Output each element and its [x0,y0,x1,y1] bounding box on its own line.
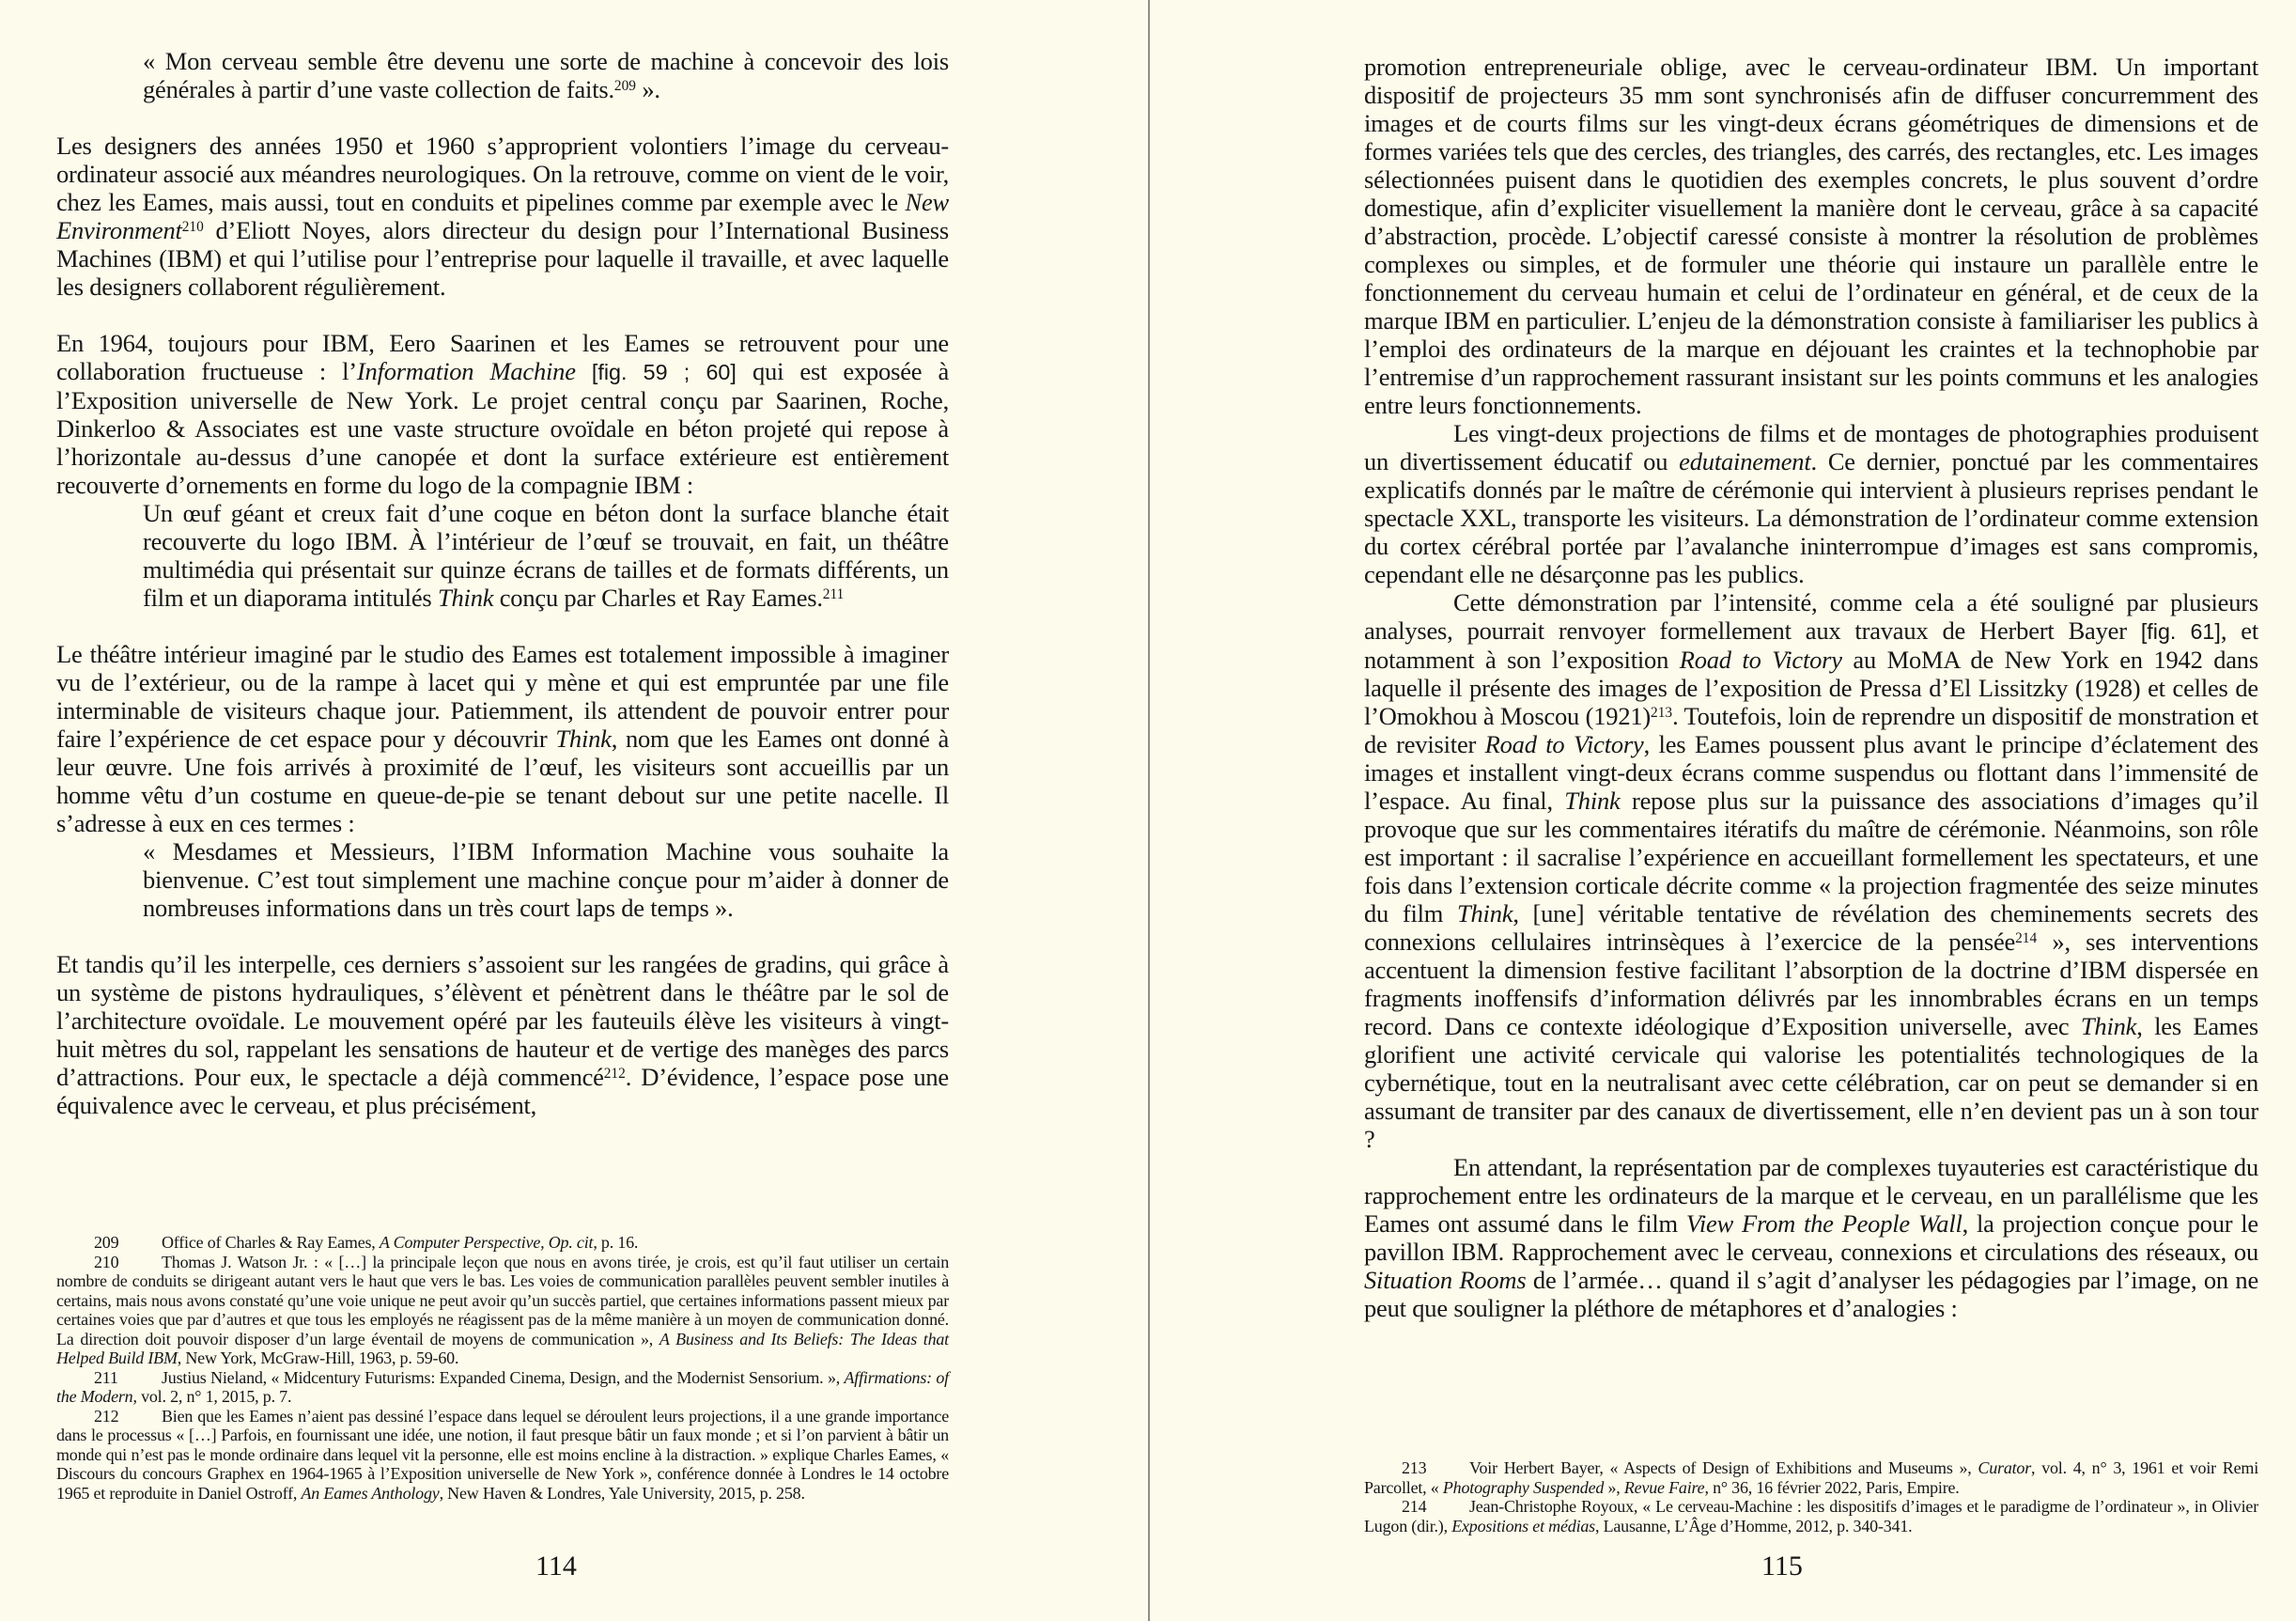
block-quote: Un œuf géant et creux fait d’une coque en béton dont la surface blanche était recouverte du logo IBM. À l’intérieur de l’œuf se trouvait, en fait, un théâtre multimédia qui présentait sur quinze écrans de tailles et de formats différents, un film et un diaporama intitulés Think conçu par Charles et Ray Eames.$^{211}$ [143,499,949,612]
body-paragraph: Et tandis qu’il les interpelle, ces derniers s’assoient sur les rangées de gradins, qui grâce à un système de pistons hydrauliques, s’élèvent et pénètrent dans le théâtre par le sol de l’architecture ovoïdale. Le mouvement opéré par les fauteuils élève les visiteurs à vingt-huit mètres du sol, rappelant les sensations de hauteur et de vertige des manèges des parcs d’attractions. Pour eux, le spectacle a déjà commencé$^{212}$. D’évidence, l’espace pose une équivalence avec le cerveau, et plus précisément, [56,950,949,1119]
page-number-left: 114 [535,1551,577,1582]
footnote-number: 214 [1402,1497,1427,1516]
footnote-reference: 211 [822,586,845,603]
body-paragraph: Cette démonstration par l’intensité, comme cela a été souligné par plusieurs analyses, pourrait renvoyer formellement aux travaux de Herbert Bayer [fig. 61], et notamment à son l’exposition Road to Victory au MoMA de New York en 1942 dans laquelle il présente des images de l’exposition de Pressa d’El Lissitzky (1928) et celles de l’Omokhou à Moscou $(1921)^{213}$. Toutefois, loin de reprendre un dispositif de monstration et de revisiter Road to Victory, les Eames poussent plus avant le principe d’éclatement des images et installent vingt-deux écrans comme suspendus ou flottant dans l’immensité de l’espace. Au final, Think repose plus sur la puissance des associations d’images qu’il provoque que sur les commentaires itératifs du maître de cérémonie. Néanmoins, son rôle est important : il sacralise l’expérience en accueillant formellement les spectateurs, et une fois dans l’extension corticale décrite comme « la projection fragmentée des seize minutes du film Think, [une] véritable tentative de révélation des cheminements secrets des connexions cellulaires intrinsèques à l’exercice de la pensée$^{214}$ », ses interventions accentuent la dimension festive facilitant l’absorption de la doctrine d’IBM dispersée en fragments inoffensifs d’information délivrés par les innombrables écrans en un temps record. Dans ce contexte idéologique d’Exposition universelle, avec Think, les Eames glorifient une activité cervicale qui valorise les potentialités technologiques de la cybernétique, tout en la neutralisant avec cette célébration, car on peut se demander si en assumant de transiter par des canaux de divertissement, elle n’en devient pas un à son tour ? [1364,588,2258,1153]
figure-reference: [fig. 59 ; 60] [591,360,737,384]
block-quote: « Mon cerveau semble être devenu une sorte de machine à concevoir des lois générales à partir d’une vaste collection de faits.$^{209}$ ». [143,47,949,103]
footnote-reference: 210 [181,219,204,236]
body-paragraph: En attendant, la représentation par de complexes tuyauteries est caractéristique du rapprochement entre les ordinateurs de la marque et le cerveau, en un parallélisme que les Eames ont assumé dans le film View From the People Wall, la projection conçue pour le pavillon IBM. Rapprochement avec le cerveau, connexions et circulations des réseaux, ou Situation Rooms de l’armée… quand il s’agit d’analyser les pédagogies par l’image, on ne peut que souligner la pléthore de métaphores et d’analogies : [1364,1153,2258,1322]
footnote-212: 212 Bien que les Eames n’aient pas dessiné l’espace dans lequel se déroulent leurs projections, il a une grande importance dans le processus « […] Parfois, en fournissant une idée, une notion, il faut presque bâtir un faux monde ; et si l’on parvient à bâtir un monde qui n’est pas le monde ordinaire dans lequel vit la personne, elle est moins encline à la distraction. » explique Charles Eames, « Discours du concours Graphex en 1964-1965 à l’Exposition universelle de New York », conférence donnée à Londres le 14 octobre 1965 et reproduite in Daniel Ostroff, An Eames Anthology, New Haven & Londres, Yale University, 2015, p. 258. [56,1406,949,1503]
right-text-column [1364,53,2258,1322]
body-paragraph: Le théâtre intérieur imaginé par le studio des Eames est totalement impossible à imaginer vu de l’extérieur, ou de la rampe à lacet qui y mène et qui est empruntée par une file interminable de visiteurs chaque jour. Patiemment, ils attendent de pouvoir entrer pour faire l’expérience de cet espace pour y découvrir Think, nom que les Eames ont donné à leur œuvre. Une fois arrivés à proximité de l’œuf, les visiteurs sont accueillis par un homme vêtu d’un costume en queue-de-pie se tenant debout sur une petite nacelle. Il s’adresse à eux en ces termes : [56,640,950,837]
body-paragraph: Les vingt-deux projections de films et de montages de photographies produisent un divertissement éducatif ou edutainement. Ce dernier, ponctué par les commentaires explicatifs donnés par le maître de cérémonie qui intervient à plusieurs reprises pendant le spectacle XXL, transporte les visiteurs. La démonstration de l’ordinateur comme extension du cortex cérébral portée par l’avalanche ininterrompue d’images est sans compromis, cependant elle ne désarçonne pas les publics. [1364,419,2258,588]
footnote-number: 212 [94,1406,119,1426]
right-footnotes [1364,1458,2258,1535]
footnote-number: 210 [94,1252,119,1271]
footnote-reference: 213 [1651,705,1673,722]
block-quote: « Mesdames et Messieurs, l’IBM Information Machine vous souhaite la bienvenue. C’est tout simplement une machine conçue pour m’aider à donner de nombreuses informations dans un très court laps de temps ». [143,837,949,922]
page-gutter-divider [1148,0,1150,1621]
footnote-209: 209 Office of Charles & Ray Eames, A Computer Perspective, Op. cit, p. 16. [56,1233,949,1253]
left-footnotes [56,1233,949,1503]
figure-reference: [fig. 61] [2140,619,2221,644]
footnote-214: 214 Jean-Christophe Royoux, « Le cerveau-Machine : les dispositifs d’images et le paradigme de l’ordinateur », in Olivier Lugon (dir.), Expositions et médias, Lausanne, L’Âge d’Homme, 2012, p. 340-341. [1364,1497,2258,1535]
footnote-number: 211 [94,1367,118,1387]
footnote-210: 210 Thomas J. Watson Jr. : « […] la principale leçon que nous en avons tirée, je crois, est qu’il faut utiliser un certain nombre de conduits se dirigeant autant vers le haut que vers le bas. Les voies de communication parallèles peuvent sembler inutiles à certains, mais nous avons constaté qu’une voie unique ne peut avoir qu’un succès partiel, que certaines informations passent mieux par certaines voies que par d’autres et que tous les employés ne réagissent pas de la même manière à un moyen de communication donné. La direction doit pouvoir disposer d’un large éventail de moyens de communication », A Business and Its Beliefs: The Ideas that Helped Build IBM, New York, McGraw-Hill, 1963, p. 59-60. [56,1252,949,1367]
footnote-number: 213 [1402,1458,1427,1477]
footnote-number: 209 [94,1233,119,1252]
footnote-211: 211 Justius Nieland, « Midcentury Futurisms: Expanded Cinema, Design, and the Modernist Sensorium. », Affirmations: of the Modern, vol. 2, n° 1, 2015, p. 7. [56,1367,949,1406]
body-paragraph: Les designers des années 1950 et 1960 s’approprient volontiers l’image du cerveau-ordinateur associé aux méandres neurologiques. On la retrouve, comme on vient de le voir, chez les Eames, mais aussi, tout en conduits et pipelines comme par exemple avec le New Environment$^{210}$ d’Eliott Noyes, alors directeur du design pour l’International Business Machines (IBM) et qui l’utilise pour l’entreprise pour laquelle il travaille, et avec laquelle les designers collaborent régulièrement. [56,132,949,301]
footnote-reference: 214 [2015,930,2038,947]
left-text-column [56,47,949,1119]
page-number-right: 115 [1761,1551,1803,1582]
footnote-reference: 209 [613,78,636,95]
footnote-reference: 212 [603,1066,626,1083]
footnote-213: 213 Voir Herbert Bayer, « Aspects of Design of Exhibitions and Museums », Curator, vol. 4, n° 3, 1961 et voir Remi Parcollet, « Photography Suspended », Revue Faire, n° 36, 16 février 2022, Paris, Empire. [1364,1458,2258,1497]
body-paragraph: promotion entrepreneuriale oblige, avec le cerveau-ordinateur IBM. Un important dispositif de projecteurs 35 mm sont synchronisés afin de diffuser concurremment des images et de courts films sur les vingt-deux écrans géométriques de dimensions et de formes variées tels que des cercles, des triangles, des carrés, des rectangles, etc. Les images sélectionnées puisent dans le quotidien des exemples concrets, le plus souvent d’ordre domestique, afin d’expliciter visuellement la manière dont le cerveau, grâce à sa capacité d’abstraction, procède. L’objectif caressé consiste à montrer la résolution de problèmes complexes ou simples, et de formuler une théorie qui instaure un parallèle entre le fonctionnement du cerveau humain et celui de l’ordinateur en général, et de ceux de la marque IBM en particulier. L’enjeu de la démonstration consiste à familiariser les publics à l’emploi des ordinateurs de la marque en déjouant les craintes et la technophobie par l’entremise d’un rapprochement rassurant insistant sur les points communs et les analogies entre leurs fonctionnements. [1364,53,2258,419]
body-paragraph: En 1964, toujours pour IBM, Eero Saarinen et les Eames se retrouvent pour une collaboration fructueuse : l’Information Machine [fig. 59 ; 60] qui est exposée à l’Exposition universelle de New York. Le projet central conçu par Saarinen, Roche, Dinkerloo & Associates est une vaste structure ovoïdale en béton projeté qui repose à l’horizontale au-dessus d’une canopée et dont la surface extérieure est entièrement recouverte d’ornements en forme du logo de la compagnie IBM : [56,329,950,499]
